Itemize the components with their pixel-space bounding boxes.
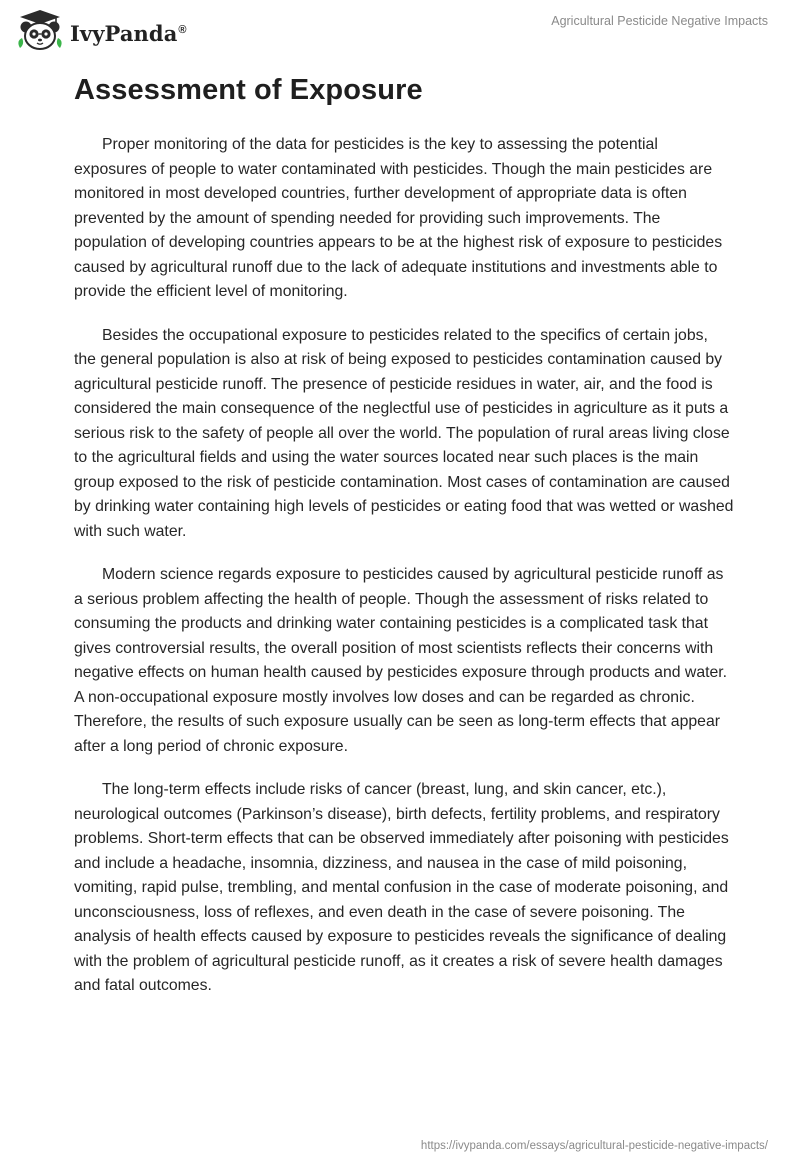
paragraph-monitoring: Proper monitoring of the data for pesticides is the key to assessing the potential exposures of people to water contaminated with pesticides. Though the main pesticides are monitored in most developed countries, further development of appropriate data is often prevented by the amount of spending needed for providing such improvements. The population of developing countries appears to be at the highest risk of exposure to pesticides caused by agricultural runoff due to the lack of adequate institutions and investments able to provide the efficient level of monitoring.: [74, 136, 723, 300]
logo-wordmark: [70, 21, 187, 46]
panda-graduate-logo-icon: [14, 8, 66, 54]
page-header: [0, 0, 800, 60]
paragraph-long-term-effects: The long-term effects include risks of cancer (breast, lung, and skin cancer, etc.), neurological outcomes (Parkinson’s disease), birth defects, fertility problems, and respiratory problems. Short-term effects that can be observed immediately after poisoning with pesticides and include a headache, insomnia, dizziness, and nausea in the case of mild poisoning, vomiting, rapid pulse, trembling, and mental confusion in the case of moderate poisoning, and unconsciousness, loss of reflexes, and even death in the case of severe poisoning. The analysis of health effects caused by exposure to pesticides reveals the significance of dealing with the problem of agricultural pesticide runoff, as it creates a risk of severe health damages and fatal outcomes.: [74, 781, 729, 994]
section-heading: Assessment of Exposure: [74, 74, 423, 106]
document-title: Agricultural Pesticide Negative Impacts: [551, 14, 768, 28]
logo-text: IvyPanda: [70, 20, 178, 46]
article-content: [74, 74, 734, 1018]
paragraph-general-population: Besides the occupational exposure to pesticides related to the specifics of certain jobs, the general population is also at risk of being exposed to pesticides contamination caused by agricultural pesticide runoff. The presence of pesticide residues in water, air, and the food is considered the main consequence of the neglectful use of pesticides in agriculture as it puts a serious risk to the safety of people all over the world. The population of rural areas living close to the agricultural fields and using the water sources located near such places is the main group exposed to the risk of pesticide contamination. Most cases of contamination are caused by drinking water containing high levels of pesticides or eating food that was wetted or washed with such water.: [74, 326, 734, 540]
ivypanda-logo[interactable]: [14, 8, 187, 54]
registered-mark: ®: [178, 23, 187, 36]
source-url[interactable]: https://ivypanda.com/essays/agricultural-pesticide-negative-impacts/: [420, 1140, 768, 1152]
paragraph-modern-science: Modern science regards exposure to pesticides caused by agricultural pesticide runoff as a serious problem affecting the health of people. Though the assessment of risks related to consuming the products and drinking water containing pesticides is a complicated task that gives controversial results, the overall position of most scientists reflects their concerns with negative effects on human health caused by pesticides exposure through products and water. A non-occupational exposure mostly involves low doses and can be regarded as chronic. Therefore, the results of such exposure usually can be seen as long-term effects that appear after a long period of chronic exposure.: [74, 566, 728, 755]
